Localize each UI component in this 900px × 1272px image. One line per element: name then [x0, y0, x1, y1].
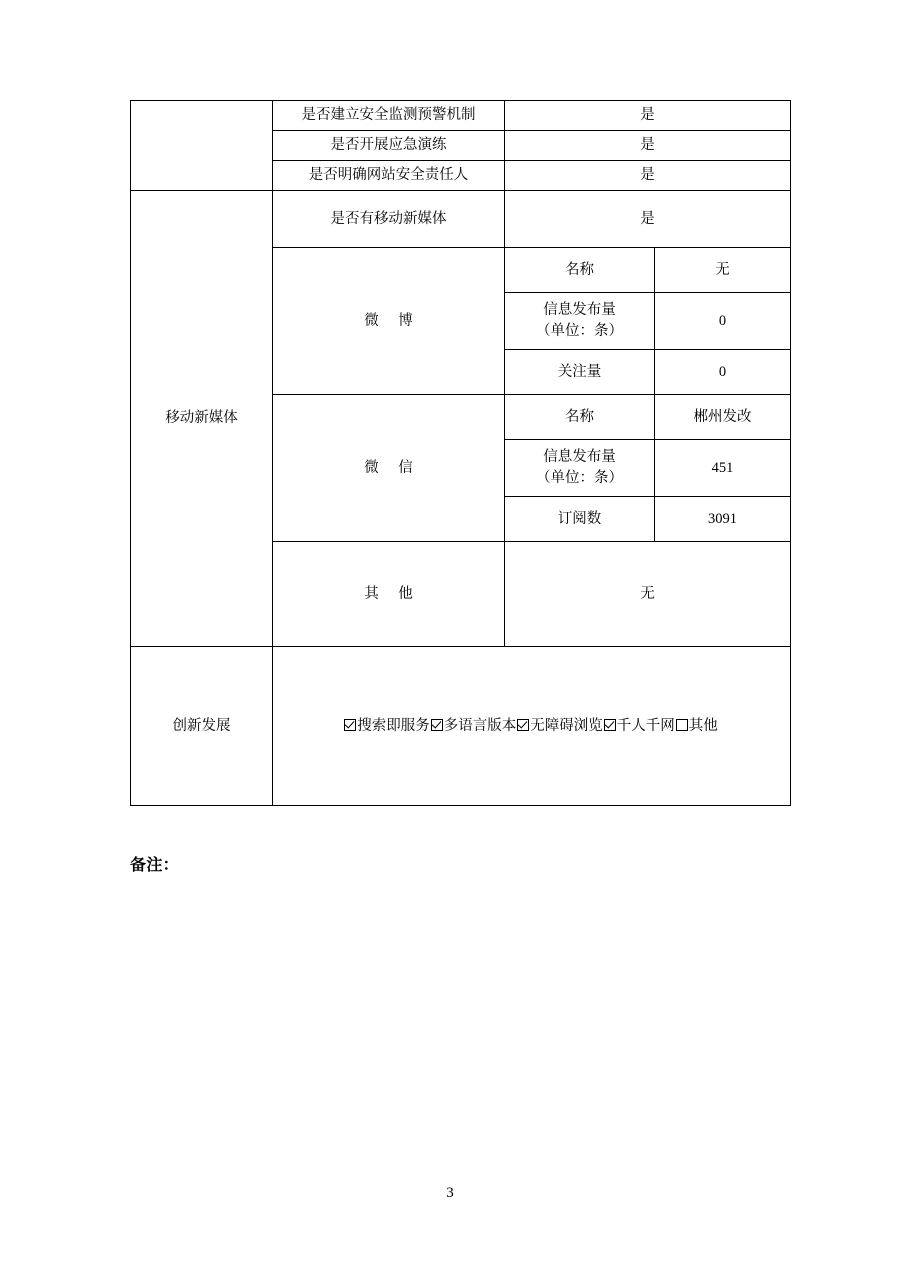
weixin-label: 微 信	[273, 395, 505, 542]
weibo-name-label: 名称	[505, 248, 655, 293]
security-label-0: 是否建立安全监测预警机制	[273, 101, 505, 131]
innovation-option-label-1: 多语言版本	[443, 717, 517, 734]
notes-label: 备注：	[130, 857, 179, 874]
innovation-option-label-2: 无障碍浏览	[530, 717, 603, 734]
security-group-cell	[131, 101, 273, 191]
page-number: 3	[446, 1185, 454, 1201]
innovation-checkbox-group	[279, 716, 784, 736]
weixin-name-label: 名称	[505, 395, 655, 440]
innovation-option-label-4: 其他	[688, 717, 718, 734]
weixin-publish-count-label: 信息发布量 （单位：条）	[505, 440, 655, 497]
weibo-name-value: 无	[655, 248, 791, 293]
mobile-media-group-label: 移动新媒体	[131, 191, 273, 647]
innovation-option-label-3: 千人千网	[616, 717, 675, 734]
weibo-followers-value: 0	[655, 350, 791, 395]
security-label-1: 是否开展应急演练	[273, 131, 505, 161]
security-value-2: 是	[505, 161, 791, 191]
table-row	[131, 101, 791, 131]
has-mobile-media-value: 是	[505, 191, 791, 248]
security-label-2: 是否明确网站安全责任人	[273, 161, 505, 191]
innovation-option-label-0: 搜索即服务	[357, 717, 430, 734]
website-report-table	[130, 100, 791, 806]
innovation-options-cell	[273, 647, 791, 806]
innovation-label: 创新发展	[131, 647, 273, 806]
weibo-publish-count-value: 0	[655, 293, 791, 350]
weixin-publish-count-value: 451	[655, 440, 791, 497]
weibo-publish-count-label: 信息发布量 （单位：条）	[505, 293, 655, 350]
weixin-subscribers-value: 3091	[655, 497, 791, 542]
security-value-0: 是	[505, 101, 791, 131]
table-row	[131, 647, 791, 806]
weixin-name-value: 郴州发改	[655, 395, 791, 440]
security-value-1: 是	[505, 131, 791, 161]
checkbox-personalized[interactable]	[604, 719, 616, 731]
has-mobile-media-label: 是否有移动新媒体	[273, 191, 505, 248]
checkbox-accessibility[interactable]	[517, 719, 529, 731]
checkbox-other[interactable]	[676, 719, 688, 731]
report-table-container	[130, 100, 790, 806]
weibo-followers-label: 关注量	[505, 350, 655, 395]
weixin-subscribers-label: 订阅数	[505, 497, 655, 542]
checkbox-multilingual[interactable]	[431, 719, 443, 731]
weibo-label: 微 博	[273, 248, 505, 395]
other-media-label: 其 他	[273, 542, 505, 647]
checkbox-search-as-service[interactable]	[344, 719, 356, 731]
table-row	[131, 191, 791, 248]
other-media-value: 无	[505, 542, 791, 647]
